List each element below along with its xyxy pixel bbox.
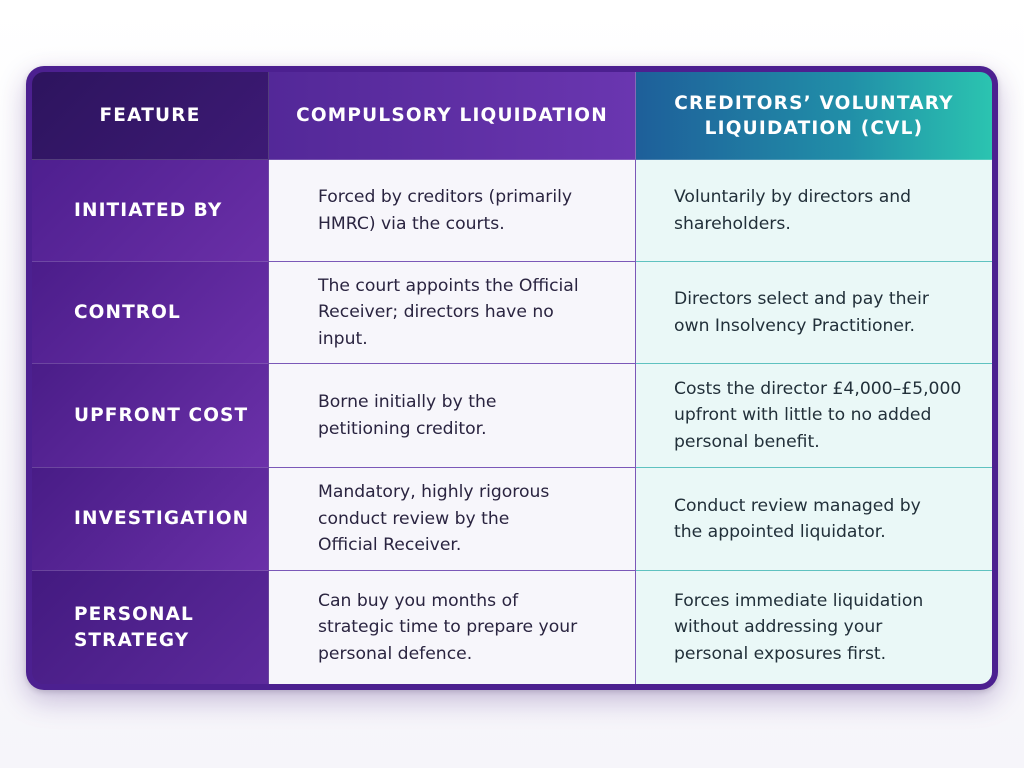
row-label-personal-strategy xyxy=(32,571,269,684)
cell-text: Can buy you months of strategic time to prepare your personal defence. xyxy=(318,590,578,664)
cell-text: Voluntarily by directors and shareholders. xyxy=(674,187,912,234)
cell-compulsory-control xyxy=(269,262,636,364)
row-label-text: INITIATED BY xyxy=(74,199,223,221)
cell-compulsory-upfront-cost xyxy=(269,364,636,468)
cell-cvl-investigation xyxy=(636,468,992,571)
cell-text: Costs the director £4,000–£5,000 upfront with little to no added personal benefit. xyxy=(674,378,962,452)
header-compulsory-liquidation xyxy=(269,72,636,160)
header-cvl xyxy=(636,72,992,160)
comparison-table xyxy=(32,72,992,684)
cell-compulsory-personal-strategy xyxy=(269,571,636,684)
cell-cvl-upfront-cost xyxy=(636,364,992,468)
cell-compulsory-investigation xyxy=(269,468,636,571)
cell-text: The court appoints the Official Receiver; directors have no input. xyxy=(318,275,579,349)
cell-text: Directors select and pay their own Insolvency Practitioner. xyxy=(674,289,929,336)
header-compulsory-label: COMPULSORY LIQUIDATION xyxy=(296,105,608,126)
cell-text: Forced by creditors (primarily HMRC) via the courts. xyxy=(318,187,573,234)
cell-cvl-initiated-by xyxy=(636,160,992,262)
row-label-upfront-cost xyxy=(32,364,269,468)
cell-compulsory-initiated-by xyxy=(269,160,636,262)
row-label-text: UPFRONT COST xyxy=(74,404,249,426)
cell-cvl-personal-strategy xyxy=(636,571,992,684)
cell-text: Borne initially by the petitioning creditor. xyxy=(318,392,497,439)
header-feature xyxy=(32,72,269,160)
row-label-investigation xyxy=(32,468,269,571)
header-feature-label: FEATURE xyxy=(99,105,201,126)
cell-cvl-control xyxy=(636,262,992,364)
cell-text: Forces immediate liquidation without addressing your personal exposures first. xyxy=(674,590,924,664)
row-label-text: PERSONAL STRATEGY xyxy=(74,603,194,651)
comparison-table-frame xyxy=(26,66,998,690)
cell-text: Conduct review managed by the appointed liquidator. xyxy=(674,495,921,542)
row-label-control xyxy=(32,262,269,364)
header-cvl-label: CREDITORS’ VOLUNTARY LIQUIDATION (CVL) xyxy=(674,92,954,139)
cell-text: Mandatory, highly rigorous conduct review by the Official Receiver. xyxy=(318,482,550,556)
row-label-text: CONTROL xyxy=(74,301,181,323)
row-label-text: INVESTIGATION xyxy=(74,508,250,529)
row-label-initiated-by xyxy=(32,160,269,262)
